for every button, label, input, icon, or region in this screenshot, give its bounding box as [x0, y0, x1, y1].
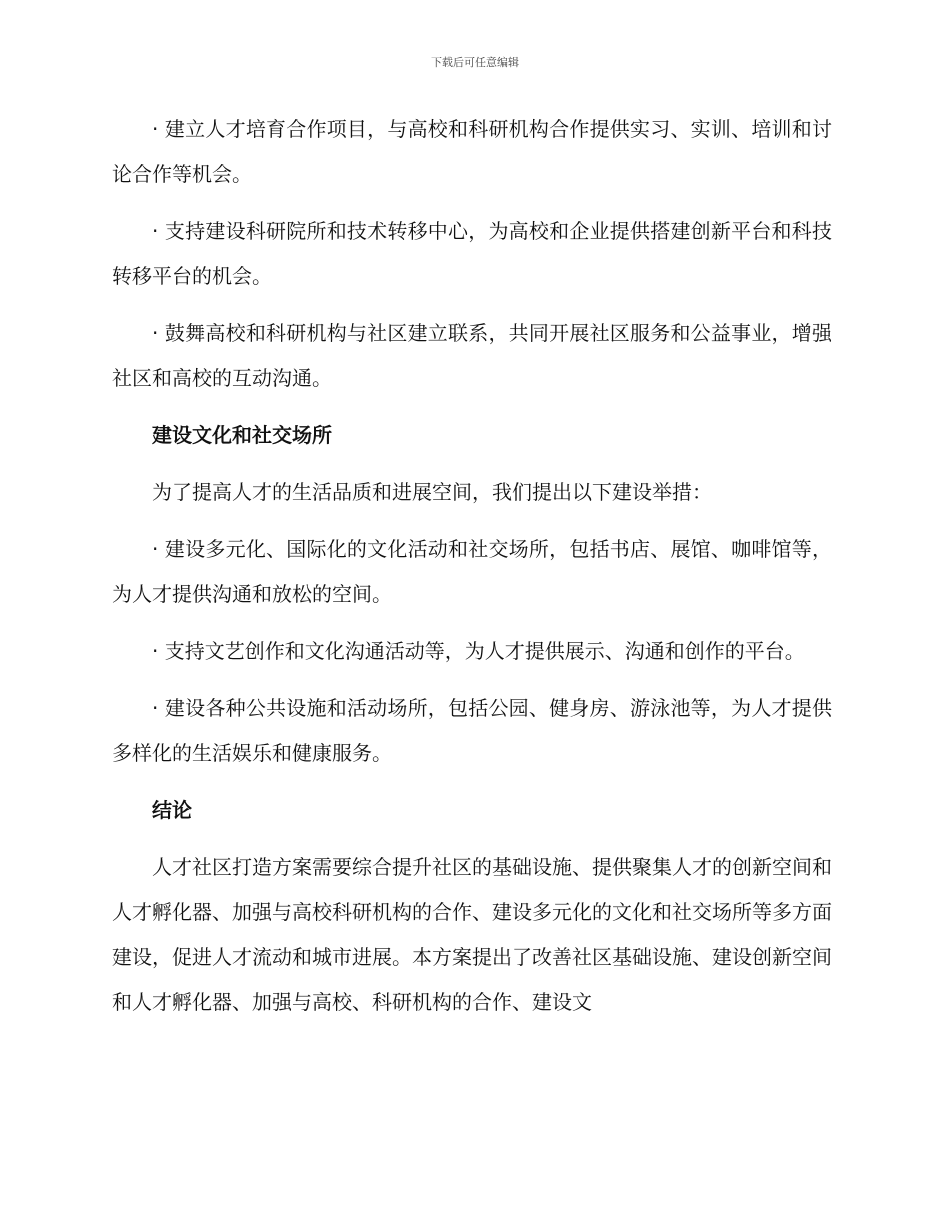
section-heading-culture: 建设文化和社交场所: [152, 423, 332, 447]
bullet-arts-creation: · 支持文艺创作和文化沟通活动等，为人才提供展示、沟通和创作的平台。: [152, 639, 805, 663]
section-heading-conclusion: 结论: [152, 798, 192, 822]
page-header: 下载后可任意编辑: [431, 56, 519, 69]
bullet-community-link: · 鼓舞高校和科研机构与社区建立联系，共同开展社区服务和公益事业，增强社区和高校的互动沟通。: [112, 321, 832, 390]
bullet-public-facilities: · 建设各种公共设施和活动场所，包括公园、健身房、游泳池等，为人才提供多样化的生活娱乐和健康服务。: [112, 696, 832, 765]
bullet-talent-training: · 建立人才培育合作项目，与高校和科研机构合作提供实习、实训、培训和讨论合作等机会。: [112, 117, 832, 186]
document-body: [112, 107, 832, 1037]
bullet-research-institutes: · 支持建设科研院所和技术转移中心，为高校和企业提供搭建创新平台和科技转移平台的机会。: [112, 219, 832, 288]
culture-intro-paragraph: 为了提高人才的生活品质和进展空间，我们提出以下建设举措：: [152, 480, 712, 504]
conclusion-paragraph: 人才社区打造方案需要综合提升社区的基础设施、提供聚集人才的创新空间和人才孵化器、加强与高校科研机构的合作、建设多元化的文化和社交场所等多方面建设，促进人才流动和城市进展。本方案提出了改善社区基础设施、建设创新空间和人才孵化器、加强与高校、科研机构的合作、建设文: [112, 855, 832, 1014]
bullet-cultural-venues: · 建设多元化、国际化的文化活动和社交场所，包括书店、展馆、咖啡馆等，为人才提供沟通和放松的空间。: [112, 537, 832, 606]
